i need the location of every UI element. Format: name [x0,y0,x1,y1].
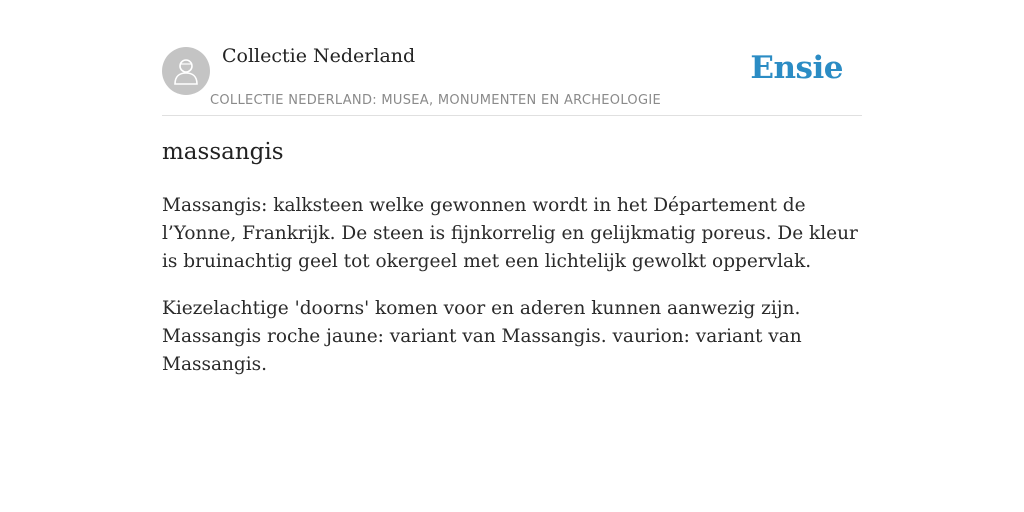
page-content [162,0,862,375]
author-subtitle[interactable]: COLLECTIE NEDERLAND: MUSEA, MONUMENTEN EN ARCHEOLOGIE [210,93,661,108]
paragraph: Kiezelachtige 'doorns' komen voor en aderen kunnen aanwezig zijn. Massangis roche jaune: variant van Massangis. vaurion: variant van Massangis. [162,298,802,375]
user-icon [173,57,199,85]
brand-logo[interactable]: Ensie [750,50,843,86]
article-body [162,192,862,398]
author-name[interactable]: Collectie Nederland [222,45,416,67]
page-title: massangis [162,139,284,165]
paragraph: Massangis: kalksteen welke gewonnen wordt in het Département de l’Yonne, Frankrijk. De steen is fijnkorrelig en gelijkmatig poreus. De kleur is bruinachtig geel tot okergeel met een lichtelijk gewolkt oppervlak. [162,195,858,272]
avatar[interactable] [162,47,210,95]
article-header [162,0,862,116]
